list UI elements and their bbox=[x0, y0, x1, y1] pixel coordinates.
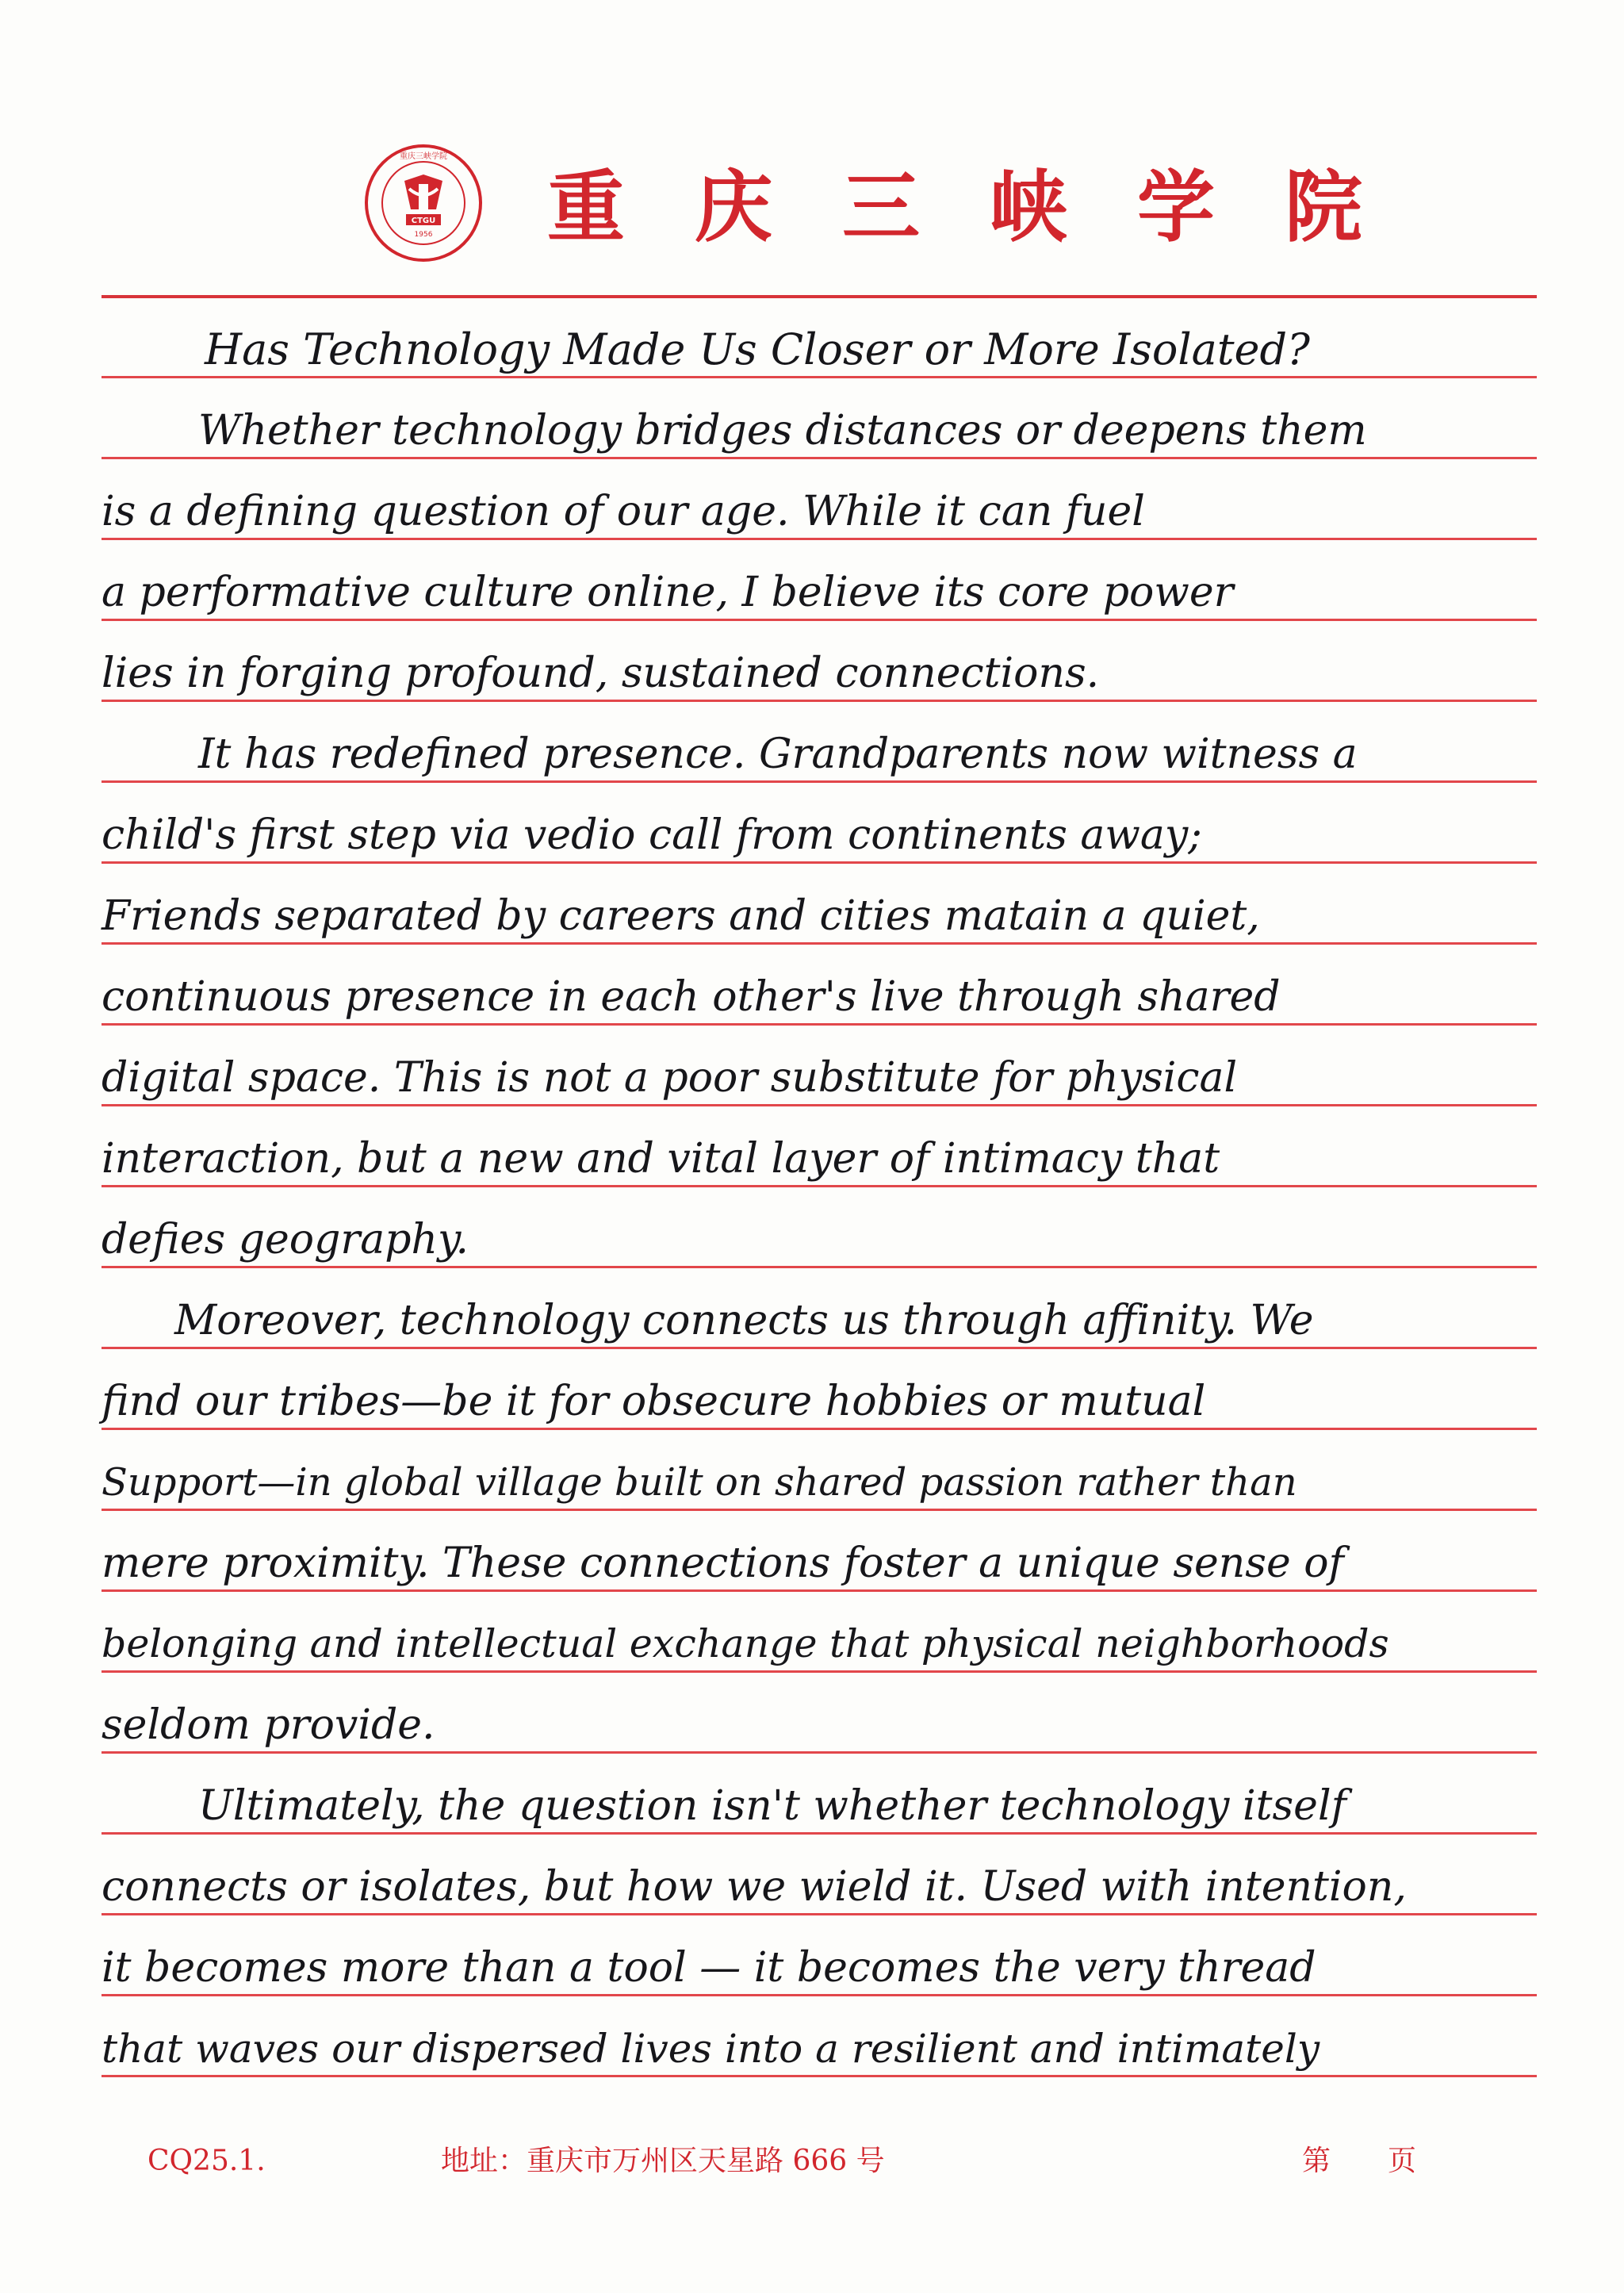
header-divider bbox=[102, 295, 1537, 298]
form-code: CQ25.1. bbox=[147, 2145, 266, 2177]
essay-line: it becomes more than a tool — it becomes the very thread bbox=[102, 1944, 1316, 1992]
essay-line: Moreover, technology connects us through affinity. We bbox=[174, 1297, 1314, 1344]
essay-line: digital space. This is not a poor substitute for physical bbox=[102, 1054, 1238, 1102]
seal-year: 1956 bbox=[414, 231, 433, 239]
page-number-label: 第 页 bbox=[1302, 2145, 1417, 2177]
essay-line: mere proximity. These connections foster a unique sense of bbox=[102, 1540, 1344, 1587]
essay-line: defies geography. bbox=[102, 1216, 469, 1263]
essay-line: lies in forging profound, sustained connections. bbox=[102, 650, 1100, 697]
essay-line: Whether technology bridges distances or deepens them bbox=[198, 407, 1367, 454]
essay-line: find our tribes—be it for obsecure hobbies or mutual bbox=[102, 1378, 1206, 1425]
essay-line: continuous presence in each other's live through shared bbox=[102, 973, 1281, 1021]
essay-line: is a defining question of our age. While it can fuel bbox=[102, 488, 1145, 535]
essay-line: child's first step via vedio call from continents away; bbox=[102, 811, 1202, 859]
seal-abbr: CTGU bbox=[411, 217, 436, 225]
essay-line: seldom provide. bbox=[102, 1701, 435, 1749]
school-address: 地址：重庆市万州区天星路 666 号 bbox=[441, 2145, 885, 2177]
essay-line: belonging and intellectual exchange that physical neighborhoods bbox=[102, 1621, 1389, 1666]
essay-line: connects or isolates, but how we wield it. Used with intention, bbox=[102, 1863, 1407, 1911]
essay-line: interaction, but a new and vital layer of intimacy that bbox=[102, 1135, 1220, 1183]
university-seal-icon bbox=[363, 143, 484, 263]
essay-line: Support—in global village built on shared passion rather than bbox=[102, 1460, 1297, 1505]
essay-line: It has redefined presence. Grandparents now witness a bbox=[198, 730, 1358, 778]
essay-line: a performative culture online, I believe its core power bbox=[102, 569, 1234, 616]
essay-line: that waves our dispersed lives into a resilient and intimately bbox=[102, 2026, 1320, 2072]
essay-line: Friends separated by careers and cities matain a quiet, bbox=[102, 892, 1260, 940]
essay-line: Ultimately, the question isn't whether technology itself bbox=[198, 1782, 1346, 1830]
seal-top-text: 重庆三峡学院 bbox=[400, 152, 447, 161]
essay-title: Has Technology Made Us Closer or More Isolated? bbox=[205, 324, 1311, 374]
school-name: 重庆三峡学院 bbox=[547, 162, 1433, 253]
